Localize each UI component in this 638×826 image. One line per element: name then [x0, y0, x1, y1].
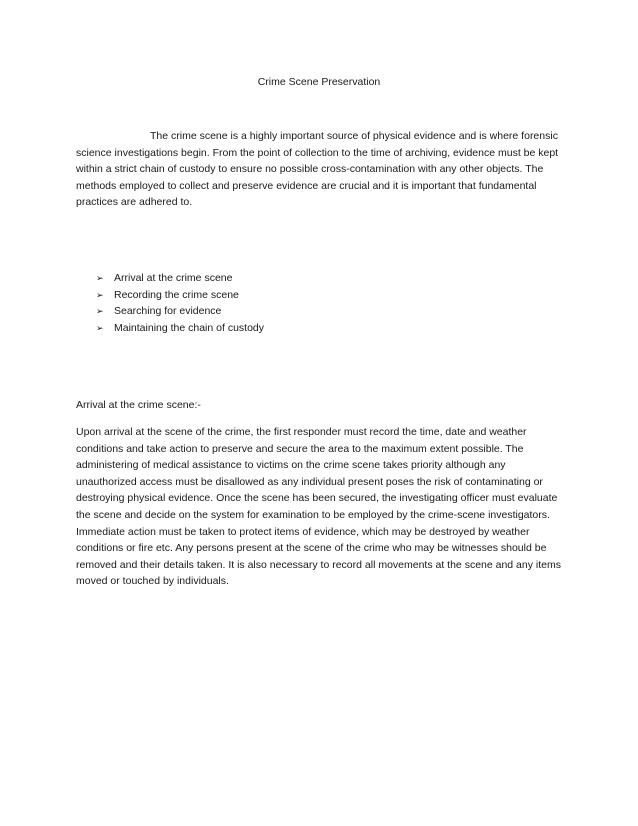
list-item-text: Searching for evidence: [114, 305, 222, 318]
list-item-text: Recording the crime scene: [114, 288, 239, 301]
arrow-bullet-icon: ➢: [96, 289, 104, 300]
arrow-bullet-icon: ➢: [96, 322, 104, 333]
section-paragraph: Upon arrival at the scene of the crime, the first responder must record the time, date and weather conditions and take action to preserve and secure the area to the maximum extent possible. The administering of medical assistance to victims on the crime scene takes priority although any unauthorized access must be disallowed as any individual present poses the risk of contaminating or destroying physical evidence. Once the scene has been secured, the investigating officer must evaluate the scene and decide on the system for examination to be employed by the crime-scene investigators. Immediate action must be taken to protect items of evidence, which may be destroyed by weather conditions or fire etc. Any persons present at the scene of the crime who may be witnesses should be removed and their details taken. It is also necessary to record all movements at the scene and any items moved or touched by individuals.: [76, 426, 561, 588]
list-item-text: Maintaining the chain of custody: [114, 321, 265, 334]
arrow-bullet-icon: ➢: [96, 273, 104, 283]
list-item: [96, 303, 264, 320]
list-item: [96, 270, 264, 287]
list-item: [96, 320, 264, 337]
list-item: [96, 287, 264, 304]
document-title: Crime Scene Preservation: [257, 76, 381, 88]
intro-paragraph: The crime scene is a highly important source of physical evidence and is where forensic science investigations begin. From the point of collection to the time of archiving, evidence must be kept within a strict chain of custody to ensure no possible cross-contamination with any other objects. The methods employed to collect and preserve evidence are crucial and it is important that fundamental practices are adhered to.: [76, 130, 559, 209]
section-heading: Arrival at the crime scene:-: [76, 399, 201, 411]
list-item-text: Arrival at the crime scene: [114, 272, 233, 284]
arrow-bullet-icon: ➢: [96, 306, 104, 317]
bullet-list: [96, 270, 264, 336]
